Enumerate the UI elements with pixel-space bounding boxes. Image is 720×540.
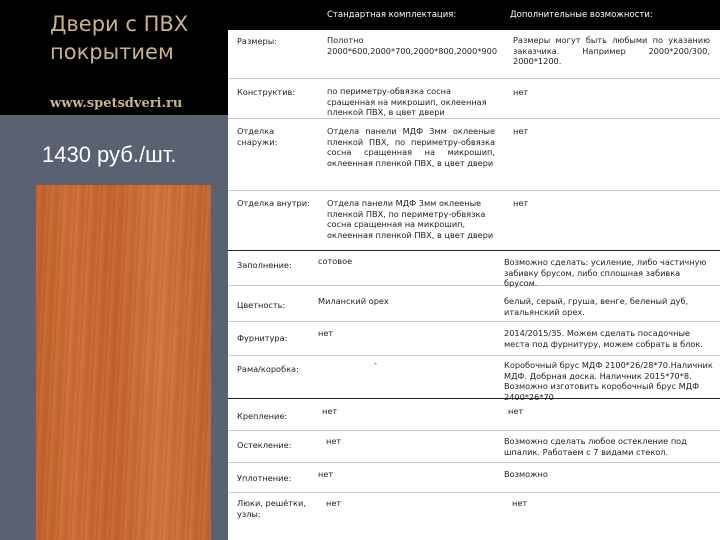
row-additional: нет — [513, 198, 529, 208]
door-image — [36, 185, 211, 540]
row-divider — [228, 78, 720, 79]
row-divider — [228, 430, 720, 431]
row-divider — [228, 190, 720, 191]
row-divider — [228, 321, 720, 322]
row-standard: нет — [322, 406, 338, 416]
row-divider — [228, 118, 720, 119]
row-standard: Полотно 2000*600,2000*700,2000*800,2000*900 — [327, 35, 498, 56]
row-additional: Возможно сделать любое остекление под шпалик. Работаем с 7 видами стекол. — [504, 436, 687, 457]
row-additional: Возможно сделать: усиление, либо частичную забивку брусом, либо сплошная забивка брусом. — [504, 257, 707, 289]
row-label: Фурнитура: — [237, 333, 288, 343]
price-label: 1430 руб./шт. — [42, 142, 177, 167]
row-label: Отделка снаружи: — [237, 126, 278, 147]
row-standard: Отдела панели МДФ 3мм оклееные пленкой ПВХ, по периметру-обвязка сосна сращенная на микрошип, оклеенная пленкой ПВХ, в цвет двери — [327, 126, 495, 168]
row-label: Размеры: — [237, 36, 277, 46]
row-additional: нет — [513, 126, 529, 136]
row-additional: нет — [508, 406, 524, 416]
row-additional: белый, серый, груша, венге, беленый дуб, итальянский орех. — [504, 296, 689, 317]
row-additional: Размеры могут быть любыми по указанию заказчика. Например 2000*200/300, 2000*1200. — [513, 35, 710, 67]
row-label: Рама/коробка: — [237, 364, 299, 374]
row-standard: нет — [318, 469, 334, 479]
row-additional: нет — [512, 498, 528, 508]
row-standard: нет — [326, 498, 342, 508]
page-title: Двери с ПВХ покрытием — [50, 12, 189, 64]
row-label: Отделка внутри: — [237, 198, 310, 208]
website-link[interactable]: www.spetsdveri.ru — [50, 96, 183, 111]
row-additional: нет — [513, 87, 529, 97]
row-standard: нет — [318, 328, 334, 338]
row-standard: сотовое — [318, 256, 353, 266]
header-standard: Стандартная комплектация: — [327, 10, 457, 20]
row-additional: Коробочный брус МДФ 2100*26/28*70.Наличник МДФ. Добрная доска. Наличник 2015*70*8. Возможно изготовить коробочный брус МДФ 2400*26*70 — [504, 360, 713, 402]
row-additional: 2014/2015/35. Можем сделать посадочные места под фурнитуру, можем собрать в блок. — [504, 328, 703, 349]
row-label: Крепление: — [237, 411, 288, 421]
row-label: Уплотнение: — [237, 473, 292, 483]
row-standard: по периметру-обвязка сосна сращенная на микрошип, оклеенная пленкой ПВХ, в цвет двери — [327, 86, 487, 118]
row-additional: Возможно — [504, 469, 548, 479]
row-label: Заполнение: — [237, 260, 292, 270]
row-divider — [228, 492, 720, 493]
row-divider — [228, 355, 720, 356]
row-standard: Миланский орех — [318, 296, 389, 306]
row-standard: нет — [326, 436, 342, 446]
header-additional: Дополнительные возможности: — [510, 10, 653, 20]
row-label: Остекление: — [237, 440, 292, 450]
row-label: Конструктив: — [237, 87, 296, 97]
row-label: Люки, решётки, узлы: — [237, 498, 306, 519]
row-standard: - — [374, 358, 377, 368]
row-divider — [228, 462, 720, 463]
row-divider — [228, 250, 720, 251]
row-standard: Отдела панели МДФ 3мм оклееные пленкой ПВХ, по периметру-обвязка сосна сращенная на микрошип, оклеенная пленкой ПВХ, в цвет двери — [327, 198, 494, 240]
row-label: Цветность: — [237, 300, 286, 310]
